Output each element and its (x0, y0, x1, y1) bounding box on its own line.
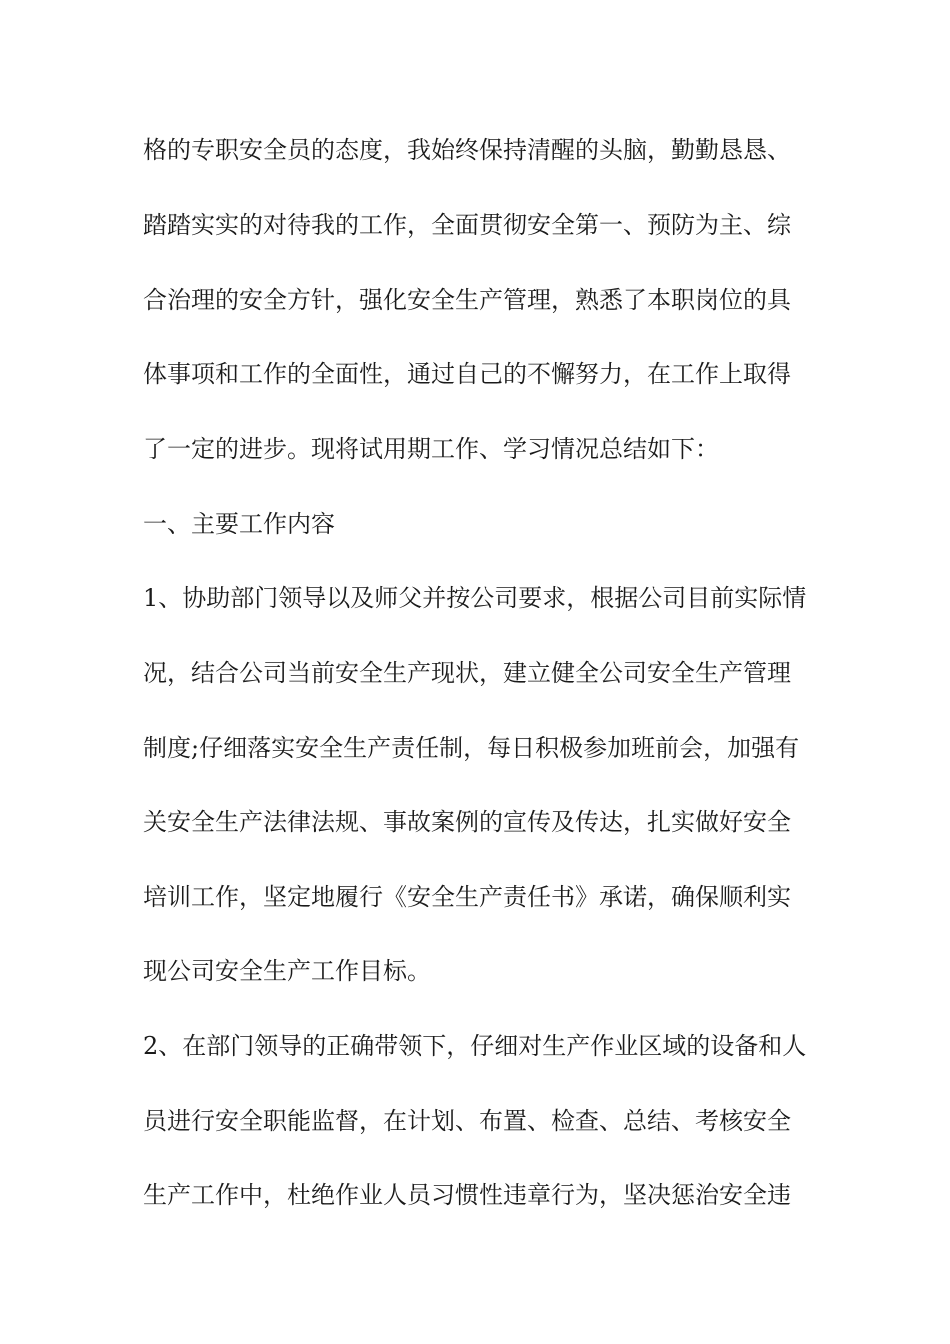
text-line: 合治理的安全方针，强化安全生产管理，熟悉了本职岗位的具 (143, 286, 791, 314)
section-heading: 一、主要工作内容 (143, 510, 335, 538)
text-line: 员进行安全职能监督，在计划、布置、检查、总结、考核安全 (143, 1107, 791, 1135)
text-line: 了一定的进步。现将试用期工作、学习情况总结如下： (143, 435, 719, 463)
text-line: 踏踏实实的对待我的工作，全面贯彻安全第一、预防为主、综 (143, 211, 791, 239)
text-line: 2、在部门领导的正确带领下，仔细对生产作业区域的设备和人 (143, 1032, 807, 1060)
text-line: 1、协助部门领导以及师父并按公司要求，根据公司目前实际情 (143, 584, 807, 612)
text-line: 制度;仔细落实安全生产责任制，每日积极参加班前会，加强有 (143, 734, 800, 762)
text-line: 况，结合公司当前安全生产现状，建立健全公司安全生产管理 (143, 659, 791, 687)
text-line: 现公司安全生产工作目标。 (143, 957, 431, 985)
text-line: 格的专职安全员的态度，我始终保持清醒的头脑，勤勤恳恳、 (143, 136, 791, 164)
text-line: 培训工作，坚定地履行《安全生产责任书》承诺，确保顺利实 (143, 883, 791, 911)
text-line: 体事项和工作的全面性，通过自己的不懈努力，在工作上取得 (143, 360, 791, 388)
text-line: 关安全生产法律法规、事故案例的宣传及传达，扎实做好安全 (143, 808, 791, 836)
text-line: 生产工作中，杜绝作业人员习惯性违章行为，坚决惩治安全违 (143, 1181, 791, 1209)
